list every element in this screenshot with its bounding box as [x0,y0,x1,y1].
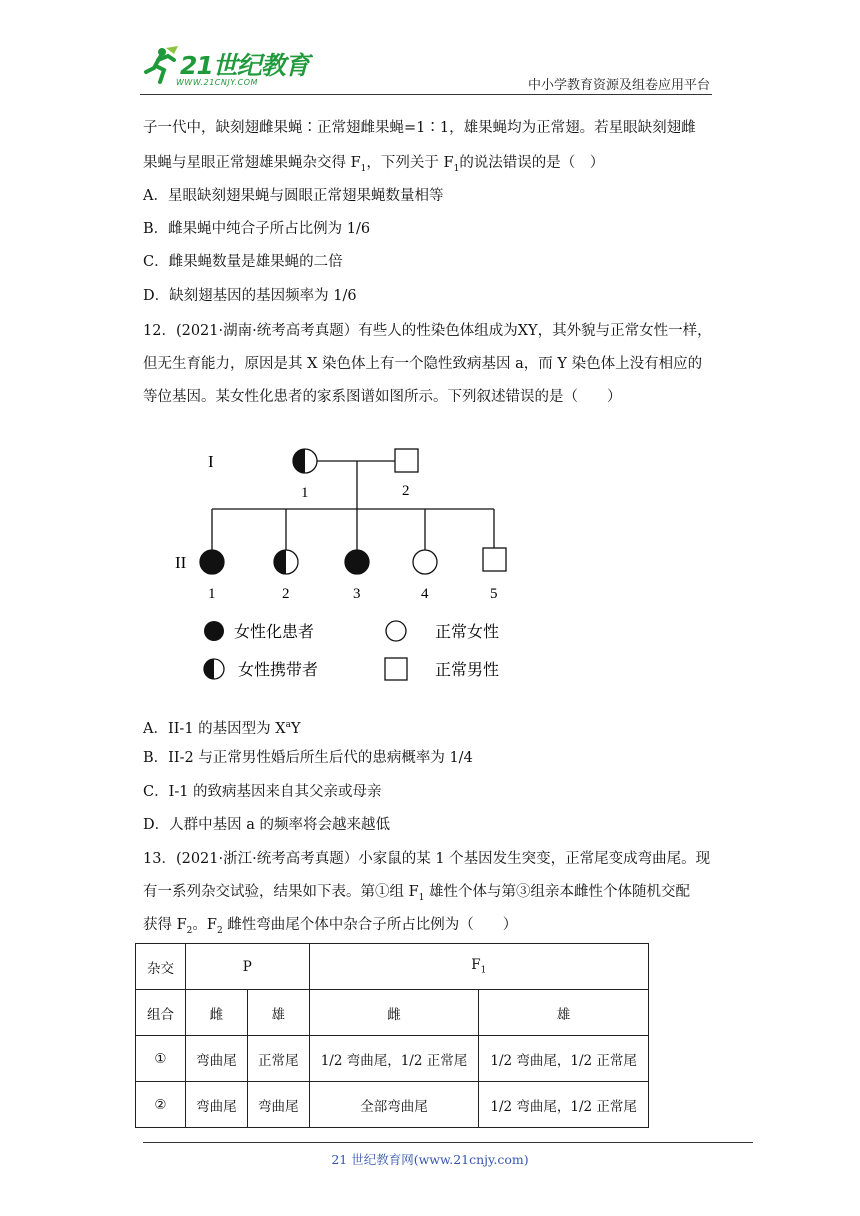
table-cell: 弯曲尾 [185,1036,247,1082]
footer-divider [143,1142,753,1143]
table-row [136,1082,649,1128]
gen2-1-affected [200,550,224,574]
page-header [0,0,860,100]
gen1-num-1: 1 [301,485,309,501]
table-header: 组合 [136,990,186,1036]
gen1-male-normal [395,449,418,472]
svg-text:3: 3 [353,586,361,602]
legend-affected-icon [204,621,224,641]
gen2-3-affected [345,550,369,574]
gen2-5-normal-male [483,548,506,571]
q12-line1: 12．(2021·湖南·统考高考真题）有些人的性染色体组成为XY，其外貌与正常女性一样， [143,323,712,339]
svg-text:4: 4 [421,586,429,602]
q13-line3: 获得 $F_2$。$F_2$ 雌性弯曲尾个体中杂合子所占比例为（ ） [143,917,518,936]
legend-carrier-label: 女性携带者 [238,660,319,679]
table-header-row-2 [136,990,649,1036]
logo-url: WWW.21CNJY.COM [176,78,258,87]
q12-line2: 但无生育能力，原因是其 X 染色体上有一个隐性致病基因 a，而 Y 染色体上没有相应的 [143,356,703,372]
q12-line3: 等位基因。某女性化患者的家系图谱如图所示。下列叙述错误的是（ ） [143,389,622,405]
legend-affected-label: 女性化患者 [234,622,315,641]
cross-results-table [135,943,649,1128]
q11-line2: 果蝇与星眼正常翅雄果蝇杂交得 $F_1$，下列关于 $F_1$的说法错误的是（ ） [143,155,605,174]
table-header: 杂交 [136,944,186,990]
logo-text: 21世纪教育 [180,51,309,80]
gen2-4-normal-female [413,550,437,574]
legend-normal-female-label: 正常女性 [435,622,500,641]
table-cell: ② [136,1082,186,1128]
svg-text:1: 1 [208,586,216,602]
q12-option-c: C．I-1 的致病基因来自其父亲或母亲 [143,784,382,800]
q13-line2: 有一系列杂交试验，结果如下表。第①组 $F_1$ 雄性个体与第③组亲本雌性个体随机交配 [143,884,691,903]
table-cell: ① [136,1036,186,1082]
table-header: P [185,944,309,990]
table-cell: 1/2 弯曲尾，1/2 正常尾 [309,1036,479,1082]
pedigree-chart [160,438,540,688]
table-header: $F_1$ [309,944,648,990]
table-header: 雄 [247,990,309,1036]
platform-name: 中小学教育资源及组卷应用平台 [527,78,710,93]
svg-text:5: 5 [490,586,498,602]
table-cell: 全部弯曲尾 [309,1082,479,1128]
table-header: 雌 [309,990,479,1036]
gen-2-label: II [175,553,187,572]
legend-normal-female-icon [386,621,406,641]
footer-text: 21 世纪教育网(www.21cnjy.com) [331,1152,529,1167]
logo [140,42,310,94]
table-header: 雌 [185,990,247,1036]
q11-option-b: B．雌果蝇中纯合子所占比例为 1/6 [143,221,371,237]
q11-option-a: A．星眼缺刻翅果蝇与圆眼正常翅果蝇数量相等 [143,188,444,204]
table-header: 雄 [479,990,649,1036]
table-row [136,1036,649,1082]
runner-icon [140,46,180,86]
table-cell: 1/2 弯曲尾，1/2 正常尾 [479,1082,649,1128]
table-cell: 弯曲尾 [185,1082,247,1128]
q11-option-d: D．缺刻翅基因的基因频率为 1/6 [143,288,357,304]
q12-option-d: D．人群中基因 a 的频率将会越来越低 [143,817,390,833]
table-cell: 正常尾 [247,1036,309,1082]
q13-line1: 13．(2021·浙江·统考高考真题）小家鼠的某 1 个基因发生突变，正常尾变成弯曲尾。现 [143,851,711,867]
svg-text:2: 2 [282,586,290,602]
gen2-2-carrier [274,550,298,574]
table-header-row-1 [136,944,649,990]
gen1-num-2: 2 [402,483,410,499]
legend-normal-male-label: 正常男性 [435,660,500,679]
q11-line1: 子一代中，缺刻翅雌果蝇∶正常翅雌果蝇=1∶1，雄果蝇均为正常翅。若星眼缺刻翅雌 [143,120,696,136]
q12-option-b: B．II-2 与正常男性婚后所生后代的患病概率为 1/4 [143,750,473,766]
q12-option-a: A．II-1 的基因型为 $X^aY$ [143,720,301,737]
gen-1-label: I [208,452,214,471]
q11-option-c: C．雌果蝇数量是雄果蝇的二倍 [143,254,343,270]
table-cell: 弯曲尾 [247,1082,309,1128]
header-divider [140,94,712,95]
legend-normal-male-icon [385,658,407,680]
legend-carrier-icon [204,659,224,679]
table-cell: 1/2 弯曲尾，1/2 正常尾 [479,1036,649,1082]
gen1-female-carrier [293,449,317,473]
